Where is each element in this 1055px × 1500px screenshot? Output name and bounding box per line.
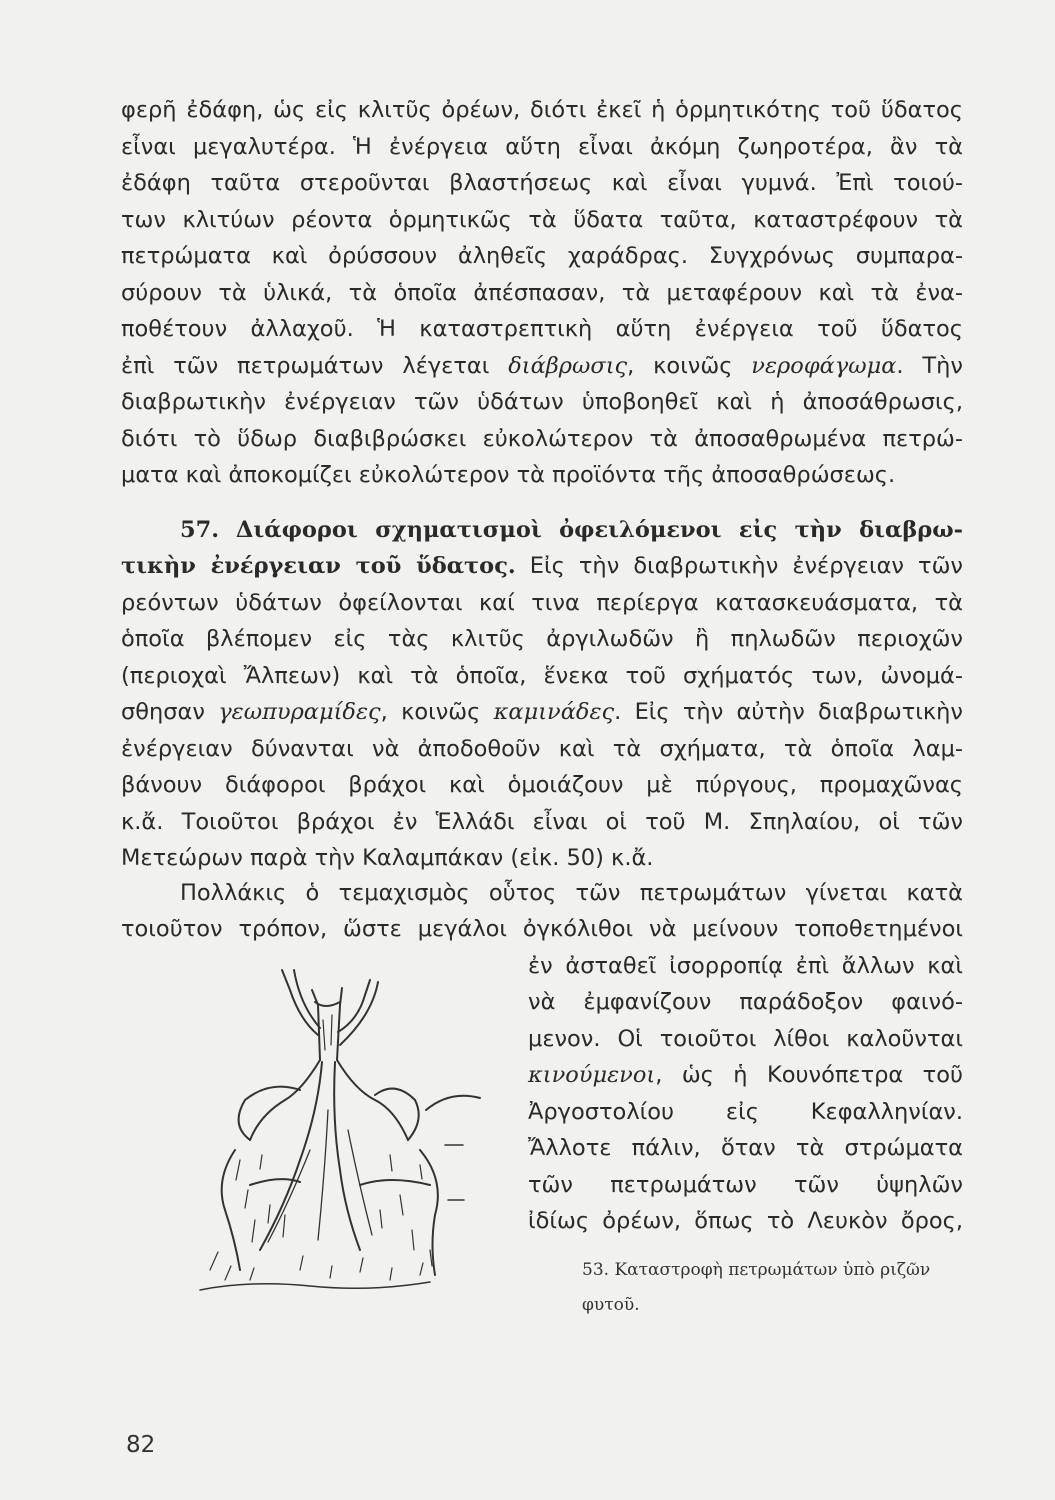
text-line: ματα καὶ ἀποκομίζει εὐκολώτερον τὰ προϊόντα τῆς ἀποσαθρώσεως. xyxy=(121,462,896,488)
text-line: τοιοῦτον τρόπον, ὥστε μεγάλοι ὀγκόλιθοι νὰ μείνουν τοποθετημένοι xyxy=(121,916,963,942)
ground-line xyxy=(200,1282,430,1290)
text-line: φερῆ ἐδάφη, ὡς εἰς κλιτῦς ὀρέων, διότι ἐκεῖ ἡ ὁρμητικότης τοῦ ὕδατος xyxy=(121,97,963,123)
rock-right xyxy=(375,1089,438,1275)
term-geopyramides: γεωπυραμίδες xyxy=(218,699,381,725)
text-line: σύρουν τὰ ὑλικά, τὰ ὁποῖα ἀπέσπασαν, τὰ μεταφέρουν καὶ τὰ ἐνα- xyxy=(121,280,963,306)
text-line: μενον. Οἱ τοιοῦτοι λίθοι καλοῦνται xyxy=(528,1026,963,1052)
text-line: πετρώματα καὶ ὀρύσσουν ἀληθεῖς χαράδρας. Συγχρόνως συμπαρα- xyxy=(121,243,963,269)
text-line: ὁποῖα βλέπομεν εἰς τὰς κλιτῦς ἀργιλωδῶν ἢ πηλωδῶν περιοχῶν xyxy=(121,626,963,652)
text-line: διαβρωτικὴν ἐνέργειαν τῶν ὑδάτων ὑποβοηθεῖ καὶ ἡ ἀποσάθρωσις, xyxy=(121,389,963,415)
text-line: κινούμενοι, ὡς ἡ Κουνόπετρα τοῦ xyxy=(528,1062,963,1088)
term-kinoumenoi: κινούμενοι xyxy=(528,1062,656,1088)
section-title-part2: τικὴν ἐνέργειαν τοῦ ὕδατος. xyxy=(121,553,516,579)
branch-right xyxy=(338,980,378,1045)
roots xyxy=(260,1062,360,1250)
text-line: ἐνέργειαν δύνανται νὰ ἀποδοθοῦν καὶ τὰ σχήματα, τὰ ὁποῖα λαμ- xyxy=(121,736,963,762)
section-title-part1: Διάφοροι σχηματισμοὶ ὀφειλόμενοι εἰς τὴν διαβρω- xyxy=(235,517,963,543)
text-line: ἰδίως ὀρέων, ὅπως τὸ Λευκὸν ὄρος, xyxy=(528,1208,963,1234)
text-line: ποθέτουν ἀλλαχοῦ. Ἡ καταστρεπτικὴ αὕτη ἐνέργεια τοῦ ὕδατος xyxy=(121,316,963,342)
term-nerofagoma: νεροφάγωμα xyxy=(751,353,897,379)
figure-roots-illustration xyxy=(190,950,490,1305)
text-line: των κλιτύων ρέοντα ὁρμητικῶς τὰ ὕδατα ταῦτα, καταστρέφουν τὰ xyxy=(121,207,963,233)
text-line: Ἄλλοτε πάλιν, ὅταν τὰ στρώματα xyxy=(528,1135,963,1161)
rock-crack xyxy=(250,1179,430,1185)
text-line: ρεόντων ὑδάτων ὀφείλονται καί τινα περίεργα κατασκευάσματα, τὰ xyxy=(121,590,963,616)
figure-caption-line1: 53. Καταστροφὴ πετρωμάτων ὑπὸ ριζῶν xyxy=(582,1260,931,1280)
roots xyxy=(250,1060,408,1140)
text-line: ἐν ἀσταθεῖ ἰσορροπίᾳ ἐπὶ ἄλλων καὶ xyxy=(528,953,963,979)
section-heading xyxy=(180,515,963,545)
text-line: Πολλάκις ὁ τεμαχισμὸς οὗτος τῶν πετρωμάτων γίνεται κατὰ xyxy=(180,880,963,906)
text-line: τῶν πετρωμάτων τῶν ὑψηλῶν xyxy=(528,1172,963,1198)
rock-left xyxy=(222,1087,300,1270)
page-number: 82 xyxy=(126,1432,156,1458)
text-line: νὰ ἐμφανίζουν παράδοξον φαινό- xyxy=(528,989,963,1015)
text-line: διότι τὸ ὕδωρ διαβιβρώσκει εὐκολώτερον τὰ ἀποσαθρωμένα πετρώ- xyxy=(121,426,963,452)
section-number: 57. xyxy=(180,517,220,543)
text-line: τικὴν ἐνέργειαν τοῦ ὕδατος. Εἰς τὴν διαβρωτικὴν ἐνέργειαν τῶν xyxy=(121,553,963,579)
text-line: εἶναι μεγαλυτέρα. Ἡ ἐνέργεια αὕτη εἶναι ἀκόμη ζωηροτέρα, ἂν τὰ xyxy=(121,134,963,160)
term-kaminades: καμινάδες xyxy=(493,699,615,725)
text-line: σθησαν γεωπυραμίδες, κοινῶς καμινάδες. Εἰς τὴν αὐτὴν διαβρωτικὴν xyxy=(121,699,963,725)
text-line: Μετεώρων παρὰ τὴν Καλαμπάκαν (εἰκ. 50) κ.ἄ. xyxy=(121,845,654,871)
text-line: Ἀργοστολίου εἰς Κεφαλληνίαν. xyxy=(528,1099,963,1125)
figure-caption-line2: φυτοῦ. xyxy=(582,1295,640,1315)
trunk xyxy=(312,988,342,1006)
trunk xyxy=(318,1005,340,1060)
text-line: ἐδάφη ταῦτα στεροῦνται βλαστήσεως καὶ εἶναι γυμνά. Ἐπὶ τοιού- xyxy=(121,170,963,196)
text-line: (περιοχαὶ Ἄλπεων) καὶ τὰ ὁποῖα, ἕνεκα τοῦ σχήματός των, ὠνομά- xyxy=(121,663,963,689)
text-line: κ.ἄ. Τοιοῦτοι βράχοι ἐν Ἑλλάδι εἶναι οἱ τοῦ Μ. Σπηλαίου, οἱ τῶν xyxy=(121,809,963,835)
term-diavrosis: διάβρωσις xyxy=(508,353,628,379)
text-line: βάνουν διάφοροι βράχοι καὶ ὁμοιάζουν μὲ πύργους, προμαχῶνας xyxy=(121,772,963,798)
text-line: ἐπὶ τῶν πετρωμάτων λέγεται διάβρωσις, κοινῶς νεροφάγωμα. Τὴν xyxy=(121,353,963,379)
